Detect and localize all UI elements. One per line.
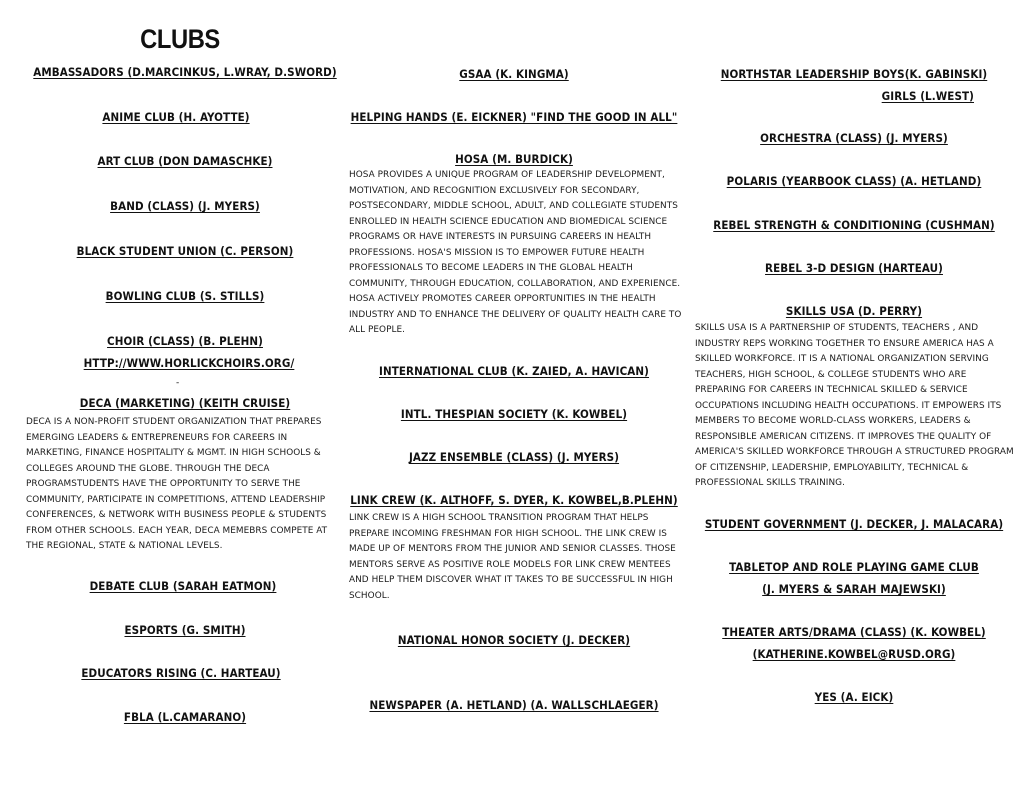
link-crew-description: LINK CREW IS A HIGH SCHOOL TRANSITION PROGRAM THAT HELPS PREPARE INCOMING FRESHMAN FOR HIGH SCHOOL. THE LINK CREW IS MADE UP OF MENTORS FROM THE JUNIOR AND SENIOR CLASSES. THOSE MENTORS SERVE AS POSITIVE ROLE MODELS FOR LINK CREW MENTEES AND HELP THEM DISCOVER WHAT IT TAKES TO BE SUCCESSFUL IN HIGH SCHOOL. (349, 513, 676, 601)
club-thespian-society: INTL. THESPIAN SOCIETY (K. KOWBEL) (400, 407, 628, 421)
club-northstar-girls: GIRLS (L.WEST) (881, 89, 974, 103)
club-black-student-union: BLACK STUDENT UNION (C. PERSON) (76, 244, 294, 258)
club-newspaper: NEWSPAPER (A. HETLAND) (A. WALLSCHLAEGER) (369, 698, 659, 712)
club-educators-rising: EDUCATORS RISING (C. HARTEAU) (81, 666, 281, 680)
hosa-description: HOSA PROVIDES A UNIQUE PROGRAM OF LEADERSHIP DEVELOPMENT, MOTIVATION, AND RECOGNITION EXCLUSIVELY FOR SECONDARY, POSTSECONDARY, MIDDLE SCHOOL, ADULT, AND COLLEGIATE STUDENTS ENROLLED IN HEALTH SCIENCE EDUCATION AND BIOMEDICAL SCIENCE PROGRAMS OR HAVE INTERESTS IN PURSUING CAREERS IN HEALTH PROFESSIONS. HOSA'S MISSION IS TO EMPOWER FUTURE HEALTH PROFESSIONALS TO BECOME LEADERS IN THE GLOBAL HEALTH COMMUNITY, THROUGH EDUCATION, COLLABORATION, AND EXPERIENCE. HOSA ACTIVELY PROMOTES CAREER OPPORTUNITIES IN THE HEALTH INDUSTRY AND TO ENHANCE THE DELIVERY OF QUALITY HEALTH CARE TO ALL PEOPLE. (349, 170, 682, 335)
club-deca: DECA (MARKETING) (KEITH CRUISE) (79, 396, 291, 410)
deca-description: DECA IS A NON-PROFIT STUDENT ORGANIZATION THAT PREPARES EMERGING LEADERS & ENTREPRENEURS FOR CAREERS IN MARKETING, FINANCE HOSPITALITY & MGMT. IN HIGH SCHOOLS & COLLEGES AROUND THE GLOBE. THROUGH THE DECA PROGRAMSTUDENTS HAVE THE OPPORTUNITY TO SERVE THE COMMUNITY, PARTICIPATE IN COMPETITIONS, ATTEND LEADERSHIP CONFERENCES, & NETWORK WITH BUSINESS PEOPLE & STUDENTS FROM OTHER SCHOOLS. EACH YEAR, DECA MEMEBRS COMPETE AT THE REGIONAL, STATE & NATIONAL LEVELS. (26, 417, 328, 551)
club-band: BAND (CLASS) (J. MYERS) (110, 199, 260, 213)
club-art: ART CLUB (DON DAMASCHKE) (97, 154, 273, 168)
choir-website-link[interactable]: HTTP://WWW.HORLICKCHOIRS.ORG/ (83, 356, 295, 370)
club-tabletop: TABLETOP AND ROLE PLAYING GAME CLUB (729, 560, 979, 574)
club-link-crew: LINK CREW (K. ALTHOFF, S. DYER, K. KOWBEL,B.PLEHN) (350, 493, 678, 507)
page-title: CLUBS (140, 24, 220, 54)
theater-email-link[interactable]: (KATHERINE.KOWBEL@RUSD.ORG) (752, 647, 956, 661)
club-bowling: BOWLING CLUB (S. STILLS) (105, 289, 265, 303)
skills-usa-description: SKILLS USA IS A PARTNERSHIP OF STUDENTS, TEACHERS , AND INDUSTRY REPS WORKING TOGETHER TO ENSURE AMERICA HAS A SKILLED WORKFORCE. IT IS A NATIONAL ORGANIZATION SERVING TEACHERS, HIGH SCHOOL, & COLLEGE STUDENTS WHO ARE PREPARING FOR CAREERS IN TECHNICAL SKILLED & SERVICE OCCUPATIONS INCLUDING HEALTH OCCUPATIONS. IT EMPOWERS ITS MEMBERS TO BECOME WORLD-CLASS WORKERS, LEADERS & RESPONSIBLE AMERICAN CITIZENS. IT IMPROVES THE QUALITY OF AMERICA'S SKILLED WORKFORCE THROUGH A STRUCTURED PROGRAM OF CITIZENSHIP, LEADERSHIP, EMPLOYABILITY, TECHNICAL & PROFESSIONAL SKILLS TRAINING. (695, 323, 1014, 488)
club-yes: YES (A. EICK) (814, 690, 894, 704)
club-national-honor-society: NATIONAL HONOR SOCIETY (J. DECKER) (397, 633, 631, 647)
club-orchestra: ORCHESTRA (CLASS) (J. MYERS) (760, 131, 948, 145)
club-skills-usa: SKILLS USA (D. PERRY) (785, 304, 923, 318)
club-gsaa: GSAA (K. KINGMA) (459, 67, 569, 81)
tabletop-advisors: (J. MYERS & SARAH MAJEWSKI) (762, 582, 946, 596)
club-helping-hands: HELPING HANDS (E. EICKNER) "FIND THE GOOD IN ALL" (350, 110, 678, 124)
club-hosa: HOSA (M. BURDICK) (455, 152, 573, 166)
club-polaris: POLARIS (YEARBOOK CLASS) (A. HETLAND) (726, 174, 982, 188)
club-esports: ESPORTS (G. SMITH) (124, 623, 246, 637)
club-fbla: FBLA (L.CAMARANO) (123, 710, 247, 724)
club-ambassadors: AMBASSADORS (D.MARCINKUS, L.WRAY, D.SWORD) (33, 65, 337, 79)
separator-dash: - (176, 378, 180, 388)
club-student-government: STUDENT GOVERNMENT (J. DECKER, J. MALACARA) (704, 517, 1004, 531)
club-rebel-strength: REBEL STRENGTH & CONDITIONING (CUSHMAN) (713, 218, 995, 232)
club-rebel-3d-design: REBEL 3-D DESIGN (HARTEAU) (765, 261, 943, 275)
club-international: INTERNATIONAL CLUB (K. ZAIED, A. HAVICAN) (379, 364, 649, 378)
club-theater-arts: THEATER ARTS/DRAMA (CLASS) (K. KOWBEL) (722, 625, 986, 639)
club-debate: DEBATE CLUB (SARAH EATMON) (89, 579, 277, 593)
club-jazz-ensemble: JAZZ ENSEMBLE (CLASS) (J. MYERS) (408, 450, 620, 464)
club-anime: ANIME CLUB (H. AYOTTE) (102, 110, 250, 124)
club-choir: CHOIR (CLASS) (B. PLEHN) (107, 334, 263, 348)
club-northstar-boys: NORTHSTAR LEADERSHIP BOYS(K. GABINSKI) (720, 67, 988, 81)
